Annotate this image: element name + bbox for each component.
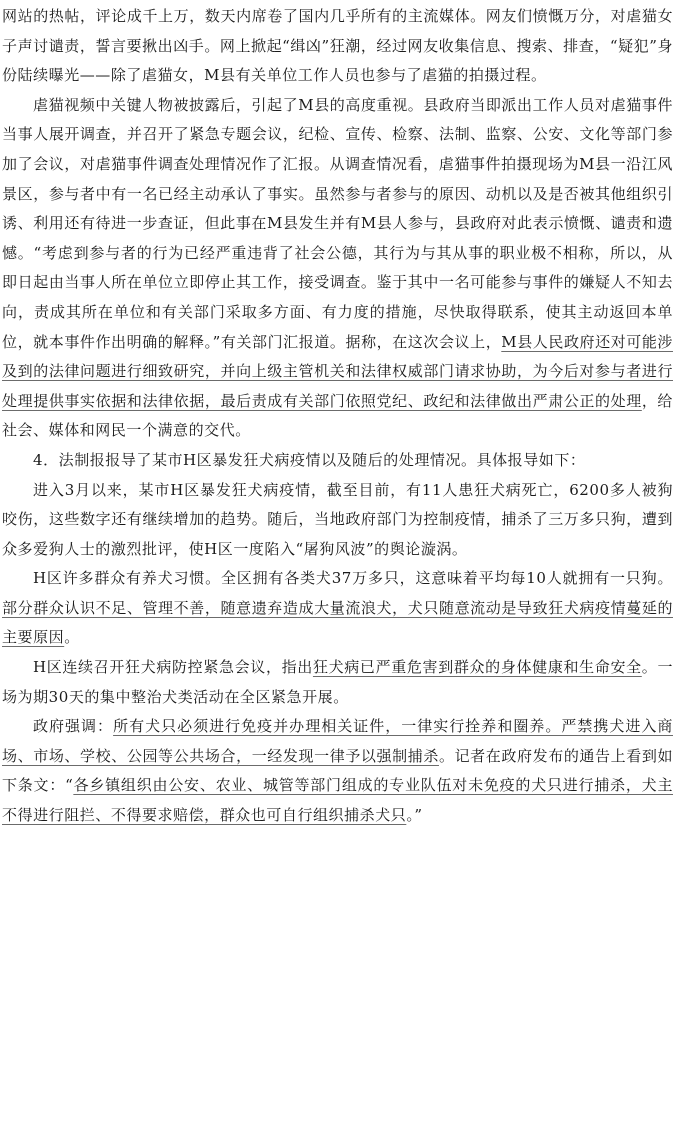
text-run: 政府强调： [33, 717, 114, 736]
paragraph [2, 564, 673, 653]
document-body [2, 2, 673, 831]
text-run: 虐猫视频中关键人物被披露后，引起了M县的高度重视。县政府当即派出工作人员对虐猫事件当事人展开调查，并召开了紧急专题会议，纪检、宣传、检察、法制、监察、公安、文化等部门参加了会议，对虐猫事件调查处理情况作了汇报。从调查情况看，虐猫事件拍摄现场为M县一沿江风景区，参与者中有一名已经主动承认了事实。虽然参与者参与的原因、动机以及是否被其他组织引诱、利用还有待进一步查证，但此事在M县发生并有M县人参与，县政府对此表示愤慨、谴责和遗憾。“考虑到参与者的行为已经严重违背了社会公德，其行为与其从事的职业极不相称，所以，从即日起由当事人所在单位立即停止其工作，接受调查。鉴于其中一名可能参与事件的嫌疑人不知去向，责成其所在单位和有关部门采取多方面、有力度的措施，尽快取得联系，使其主动返回本单位，就本事件作出明确的解释。”有关部门汇报道。据称，在这次会议上， [2, 95, 673, 351]
paragraph [2, 653, 673, 712]
paragraph [2, 476, 673, 565]
underlined-text: 各乡镇组织由公安、农业、城管等部门组成的专业队伍对未免疫的犬只进行捕杀，犬主不得进行阻拦、不得要求赔偿，群众也可自行组织捕杀犬只 [2, 776, 673, 825]
underlined-text: 狂犬病已严重危害到群众的身体健康和生命安全 [312, 658, 642, 677]
text-run: H区许多群众有养犬习惯。全区拥有各类犬37万多只，这意味着平均每10人就拥有一只狗。 [33, 569, 673, 588]
text-run: 。” [406, 806, 423, 825]
underlined-text: M县人民政府还对可能涉及到的法律问题进行细致研究，并向上级主管机关和法律权威部门请求协助，为今后对参与者进行处理提供事实依据和法律依据，最后责成有关部门依照党纪、政纪和法律做出严肃公正的处理 [2, 332, 673, 410]
underlined-text: 部分群众认识不足、管理不善，随意遗弃造成大量流浪犬，犬只随意流动是导致狂犬病疫情蔓延的主要原因 [2, 598, 673, 647]
paragraph [2, 91, 673, 446]
paragraph [2, 712, 673, 830]
text-run: 。记者在政府发布的通告上看到如下条文：“ [2, 746, 673, 795]
text-run: 进入3月以来，某市H区暴发狂犬病疫情，截至目前，有11人患狂犬病死亡，6200多人被狗咬伤，这些数字还有继续增加的趋势。随后，当地政府部门为控制疫情，捕杀了三万多只狗，遭到众多爱狗人士的激烈批评，使H区一度陷入“屠狗风波”的舆论漩涡。 [2, 480, 673, 558]
text-run: 网站的热帖，评论成千上万，数天内席卷了国内几乎所有的主流媒体。网友们愤慨万分，对虐猫女子声讨谴责，誓言要揪出凶手。网上掀起“缉凶”狂潮，经过网友收集信息、搜索、排查，“疑犯”身份陆续曝光——除了虐猫女，M县有关单位工作人员也参与了虐猫的拍摄过程。 [2, 7, 673, 85]
text-run: 。一场为期30天的集中整治犬类活动在全区紧急开展。 [2, 658, 673, 706]
paragraph [2, 2, 673, 91]
text-run: 。 [64, 628, 80, 647]
text-run: ，给社会、媒体和网民一个满意的交代。 [2, 391, 673, 440]
underlined-text: 所有犬只必须进行免疫并办理相关证件，一律实行拴养和圈养。严禁携犬进入商场、市场、学校、公园等公共场合，一经发现一律予以强制捕杀 [2, 717, 673, 765]
text-run: 4．法制报报导了某市H区暴发狂犬病疫情以及随后的处理情况。具体报导如下： [33, 450, 586, 469]
paragraph [2, 446, 673, 476]
text-run: H区连续召开狂犬病防控紧急会议，指出 [33, 658, 313, 677]
